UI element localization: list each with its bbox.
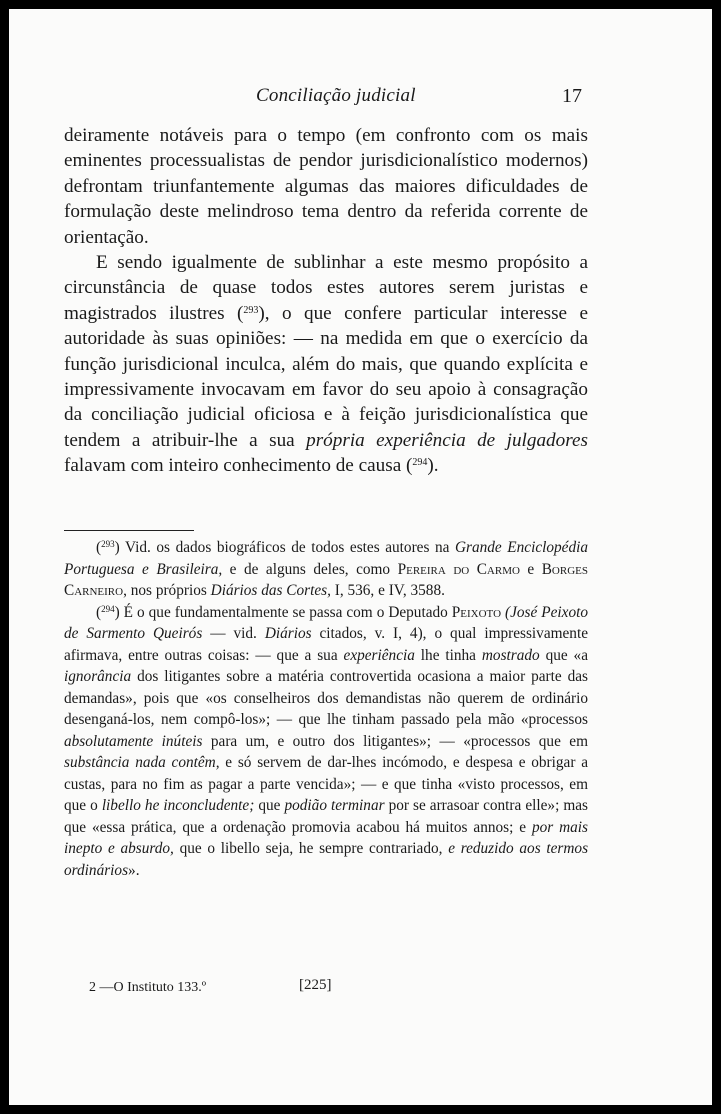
main-text	[64, 123, 588, 479]
running-title: Conciliação judicial	[256, 85, 416, 106]
paragraph-1: deiramente notáveis para o tempo (em confronto com os mais eminentes processualistas de pendor jurisdicionalístico modernos) defrontam triunfantemente algumas das maiores dificuldades de formulação deste melindroso tema dentro da referida corrente de orientação.	[64, 125, 588, 248]
collation-number: [225]	[299, 977, 332, 993]
footnote-293: ($^{293}$) Vid. os dados biográficos de todos estes autores na Grande Enciclopédia Portuguesa e Brasileira, e de alguns deles, como Pereira do Carmo e Borges Carneiro, nos próprios Diários das Cortes, I, 536, e IV, 3588.	[64, 539, 588, 599]
book-page	[9, 9, 712, 1105]
footnote-ref-293[interactable]: 293	[243, 304, 259, 316]
signature-mark: 2 —O Instituto 133.º	[89, 980, 207, 995]
paragraph-2: E sendo igualmente de sublinhar a este mesmo propósito a circunstância de quase todos estes autores serem juristas e magistrados ilustres ($^{293}$), o que confere particular interesse e autoridade às suas opiniões: — na medida em que o exercício da função jurisdicional inculca, além do mais, que quando explícita e impressivamente invocavam em favor do seu apoio à consagração da conciliação judicial oficiosa e à feição jurisdicionalística que tendem a atribuir-lhe a sua própria experiência de julgadores falavam com inteiro conhecimento de causa ($^{294}$).	[64, 252, 589, 477]
footnote-294: ($^{294}$) É o que fundamentalmente se passa com o Deputado Peixoto (José Peixoto de Sarmento Queirós — vid. Diários citados, v. I, 4), o qual impressivamente afirmava, entre outras coisas: — que a sua experiência lhe tinha mostrado que «a ignorância dos litigantes sobre a matéria controvertida ocasiona a maior parte das demandas», pois que «os conselheiros dos demandistas não querem de ordinário desenganá-los, nem compô-los»; — que lhe tinham passado pela mão «processos absolutamente inúteis para um, e outro dos litigantes»; — «processos que em substância nada contêm, e só servem de dar-lhes incómodo, e despesa e obrigar a custas, para no fim as pagar a parte vencida»; — e que tinha «visto processos, em que o libello he inconcludente; que podião terminar por se arrasoar contra elle»; mas que «essa prática, que a ordenação promovia acabou há muitos annos; e por mais inepto e absurdo, que o libello seja, he sempre contrariado, e reduzido aos termos ordinários».	[64, 603, 589, 879]
page-number: 17	[562, 85, 582, 107]
footnote-separator	[64, 530, 194, 531]
page-header	[9, 79, 712, 109]
page-footer	[9, 977, 712, 1001]
footnotes	[64, 537, 588, 881]
footnote-ref-294[interactable]: 294	[412, 457, 428, 469]
